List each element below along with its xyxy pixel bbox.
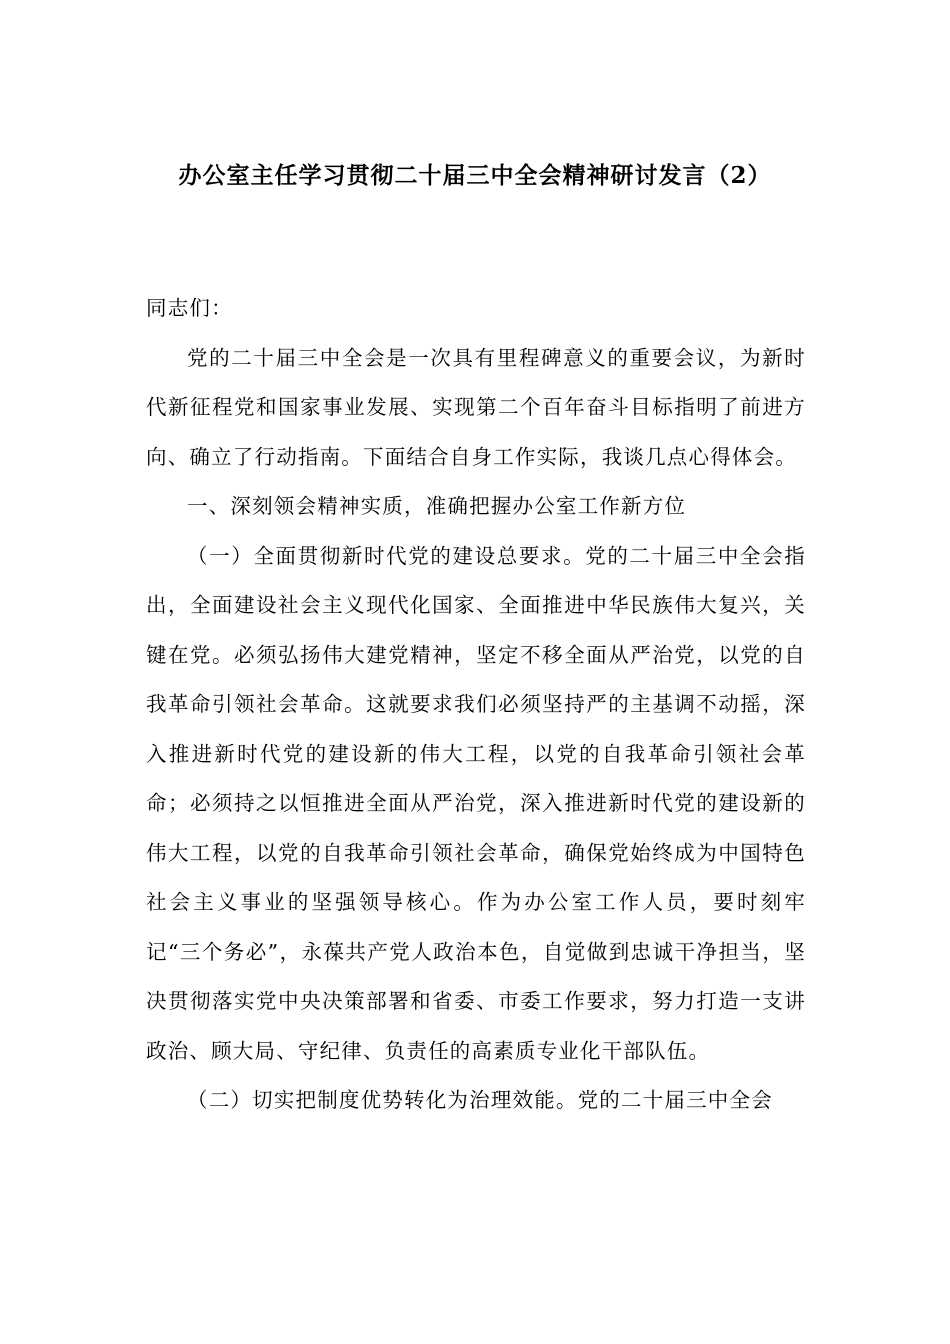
paragraph-subsection-1: （一）全面贯彻新时代党的建设总要求。党的二十届三中全会指出，全面建设社会主义现代化国家、全面推进中华民族伟大复兴，关键在党。必须弘扬伟大建党精神，坚定不移全面从严治党，以党的自我革命引领社会革命。这就要求我们必须坚持严的主基调不动摇，深入推进新时代党的建设新的伟大工程，以党的自我革命引领社会革命；必须持之以恒推进全面从严治党，深入推进新时代党的建设新的伟大工程，以党的自我革命引领社会革命，确保党始终成为中国特色社会主义事业的坚强领导核心。作为办公室工作人员，要时刻牢记“三个务必”，永葆共产党人政治本色，自觉做到忠诚干净担当，坚决贯彻落实党中央决策部署和省委、市委工作要求，努力打造一支讲政治、顾大局、守纪律、负责任的高素质专业化干部队伍。: [146, 543, 806, 1063]
document-title: 办公室主任学习贯彻二十届三中全会精神研讨发言（2）: [178, 162, 772, 189]
paragraph-intro: 党的二十届三中全会是一次具有里程碑意义的重要会议，为新时代新征程党和国家事业发展、实现第二个百年奋斗目标指明了前进方向、确立了行动指南。下面结合自身工作实际，我谈几点心得体会。: [146, 345, 806, 469]
document-body: [146, 284, 806, 1126]
salutation: 同志们：: [146, 296, 233, 320]
paragraph-subsection-2: （二）切实把制度优势转化为治理效能。党的二十届三中全会: [187, 1088, 773, 1112]
section-heading-1: 一、深刻领会精神实质，准确把握办公室工作新方位: [187, 494, 687, 518]
